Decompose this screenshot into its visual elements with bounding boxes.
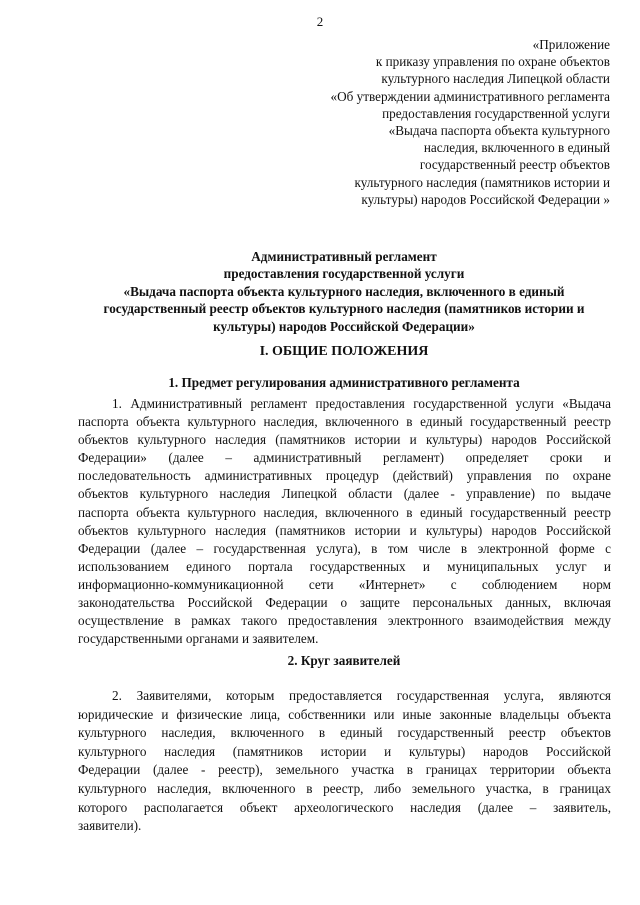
appendix-line: предоставления государственной услуги: [382, 105, 610, 121]
paragraph-line: 2. Заявителями, которым предоставляется государственная услуга, являются: [112, 688, 611, 703]
paragraph-line: культурного наследия, включенного в реестр, либо земельного участка, в границах: [78, 780, 611, 796]
paragraph-line: государственными органами и заявителем.: [78, 631, 319, 647]
title-line: предоставления государственной услуги: [223, 266, 465, 282]
title-line: государственный реестр объектов культурного наследия (памятников истории и: [103, 301, 585, 317]
paragraph-line: объектов культурного наследия Липецкой области (далее - управление) по выдаче: [78, 486, 611, 502]
paragraph-line: последовательность административных процедур (действий) управления по охране: [78, 468, 611, 484]
paragraph-line: законодательства Российской Федерации о защите персональных данных, включая: [78, 595, 611, 611]
page-number: 2: [316, 14, 324, 29]
appendix-line: к приказу управления по охране объектов: [375, 54, 610, 70]
paragraph-line: Федерации (далее - реестр), земельного участка в границах территории объекта: [78, 762, 611, 778]
appendix-line: государственный реестр объектов: [419, 157, 610, 173]
section-heading: I. ОБЩИЕ ПОЛОЖЕНИЯ: [259, 344, 429, 359]
appendix-line: культуры) народов Российской Федерации »: [361, 191, 610, 207]
paragraph-line: паспорта объекта культурного наследия, включенного в единый государственный реестр: [78, 504, 611, 520]
title-line: культуры) народов Российской Федерации»: [213, 318, 475, 334]
title-line: Административный регламент: [251, 249, 437, 264]
paragraph-line: Федерации (далее – государственная услуга), в том числе в электронной форме с: [78, 540, 611, 556]
appendix-line: наследия, включенного в единый: [423, 140, 610, 156]
appendix-line: культурного наследия Липецкой области: [381, 71, 610, 87]
paragraph-subject: [78, 395, 611, 648]
paragraph-line: осуществление в рамках такого предоставления электронного взаимодействия между: [78, 613, 611, 629]
paragraph-applicants: [78, 687, 611, 836]
subsection-heading-applicants: 2. Круг заявителей: [287, 653, 401, 668]
appendix-line: «Приложение: [532, 37, 610, 52]
title-line: «Выдача паспорта объекта культурного наследия, включенного в единый: [123, 283, 565, 299]
paragraph-line: культурного наследия, включенного в единый государственный реестр объектов: [78, 725, 611, 741]
subsection-heading-subject: 1. Предмет регулирования административного регламента: [168, 375, 520, 390]
appendix-line: «Выдача паспорта объекта культурного: [388, 123, 610, 139]
appendix-block: [290, 36, 610, 208]
document-title: [64, 248, 624, 335]
paragraph-line: объектов культурного наследия (памятников истории и культуры) народов Российской: [78, 522, 611, 538]
paragraph-line: использованием единого портала государственных и муниципальных услуг и: [78, 558, 611, 574]
appendix-line: «Об утверждении административного регламента: [330, 88, 610, 104]
paragraph-line: культурного наследия (памятников истории и культуры) народов Российской: [78, 743, 611, 759]
paragraph-line: объектов культурного наследия (памятников истории и культуры) народов Российской: [78, 432, 611, 448]
paragraph-line: заявители).: [78, 818, 142, 834]
appendix-line: культурного наследия (памятников истории и: [354, 174, 610, 190]
paragraph-line: Федерации» (далее – административный регламент) определяет сроки и: [78, 450, 611, 466]
paragraph-line: информационно-коммуникационной сети «Интернет» с соблюдением норм: [78, 576, 611, 592]
paragraph-line: юридические и физические лица, собственники или иные законные владельцы объекта: [78, 706, 611, 722]
paragraph-line: паспорта объекта культурного наследия, включенного в единый государственный реестр: [78, 414, 611, 430]
paragraph-line: которого располагается объект археологического наследия (далее – заявитель,: [78, 799, 611, 815]
paragraph-line: 1. Административный регламент предоставления государственной услуги «Выдача: [112, 396, 611, 411]
